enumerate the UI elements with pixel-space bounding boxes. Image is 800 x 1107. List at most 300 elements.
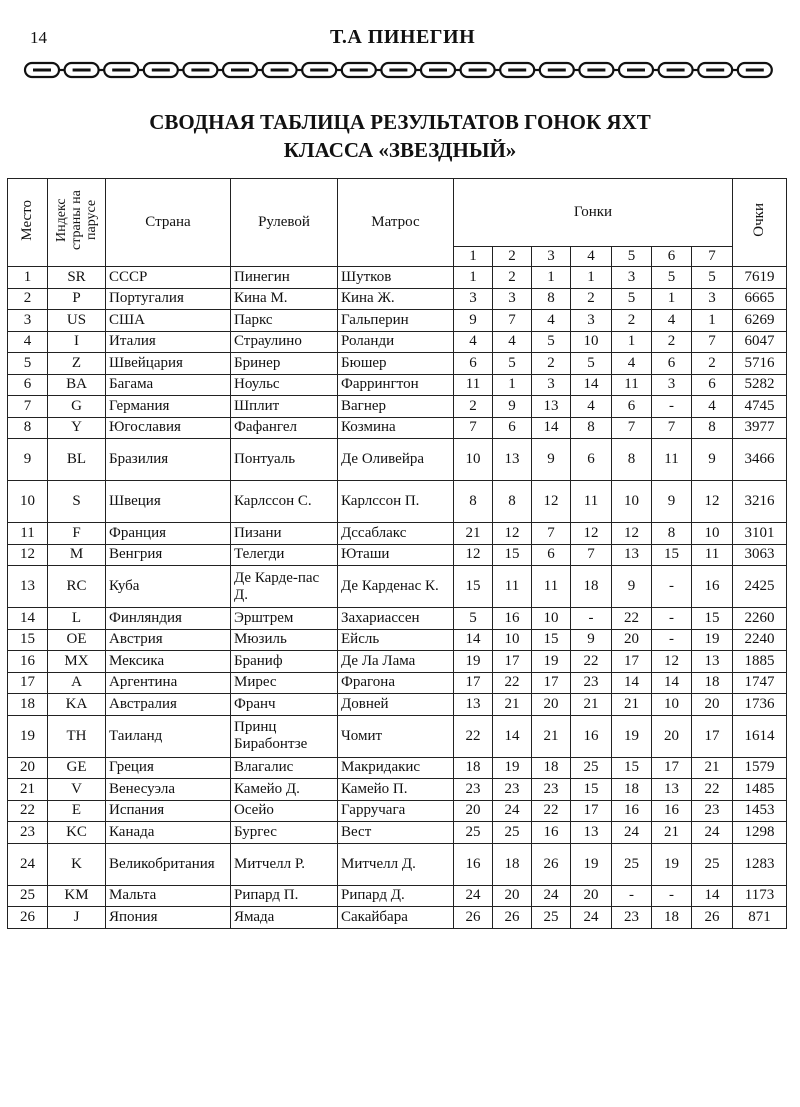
race-result-cell: 24	[571, 907, 612, 929]
table-row	[8, 288, 787, 310]
crew-cell: Митчелл Д.	[338, 843, 454, 885]
race-result-cell: 12	[493, 523, 532, 545]
race-result-cell: 23	[493, 779, 532, 801]
points-cell: 1736	[733, 694, 787, 716]
helmsman-cell: Франч	[231, 694, 338, 716]
race-result-cell: 16	[571, 715, 612, 757]
race-result-cell: 18	[532, 757, 571, 779]
race-result-cell: 10	[652, 694, 692, 716]
index-cell: M	[48, 544, 106, 566]
race-result-cell: 4	[612, 353, 652, 375]
race-result-cell: 23	[454, 779, 493, 801]
place-cell: 10	[8, 481, 48, 523]
crew-cell: Рипард Д.	[338, 885, 454, 907]
race-result-cell: 5	[454, 608, 493, 630]
points-cell: 5282	[733, 374, 787, 396]
country-cell: Таиланд	[106, 715, 231, 757]
index-cell: US	[48, 310, 106, 332]
race-result-cell: 23	[612, 907, 652, 929]
country-cell: США	[106, 310, 231, 332]
country-cell: Португалия	[106, 288, 231, 310]
points-cell: 2240	[733, 629, 787, 651]
race-result-cell: 14	[454, 629, 493, 651]
points-cell: 1485	[733, 779, 787, 801]
race-result-cell: 20	[652, 715, 692, 757]
table-row	[8, 481, 787, 523]
table-row	[8, 907, 787, 929]
index-cell: MX	[48, 651, 106, 673]
country-cell: Италия	[106, 331, 231, 353]
race-result-cell: -	[652, 885, 692, 907]
race-result-cell: 18	[652, 907, 692, 929]
index-cell: J	[48, 907, 106, 929]
race-result-cell: 13	[612, 544, 652, 566]
crew-cell: Де Ла Лама	[338, 651, 454, 673]
race-result-cell: 15	[532, 629, 571, 651]
race-result-cell: 8	[692, 417, 733, 439]
race-result-cell: 2	[532, 353, 571, 375]
table-title-line2: КЛАССА «ЗВЕЗДНЫЙ»	[283, 138, 517, 162]
helmsman-cell: Осейо	[231, 800, 338, 822]
race-result-cell: 1	[692, 310, 733, 332]
index-cell: TH	[48, 715, 106, 757]
race-result-cell: 21	[532, 715, 571, 757]
race-result-cell: 17	[493, 651, 532, 673]
country-cell: Финляндия	[106, 608, 231, 630]
race-result-cell: 25	[532, 907, 571, 929]
header-country: Страна	[106, 179, 231, 267]
crew-cell: Роланди	[338, 331, 454, 353]
points-cell: 1614	[733, 715, 787, 757]
race-result-cell: 11	[454, 374, 493, 396]
country-cell: Венгрия	[106, 544, 231, 566]
race-result-cell: 7	[532, 523, 571, 545]
race-result-cell: 7	[652, 417, 692, 439]
place-cell: 14	[8, 608, 48, 630]
points-cell: 3466	[733, 439, 787, 481]
race-result-cell: 2	[652, 331, 692, 353]
race-result-cell: 25	[692, 843, 733, 885]
race-result-cell: 17	[532, 672, 571, 694]
table-row	[8, 629, 787, 651]
table-row	[8, 439, 787, 481]
points-cell: 4745	[733, 396, 787, 418]
crew-cell: Вест	[338, 822, 454, 844]
index-cell: GE	[48, 757, 106, 779]
race-result-cell: 9	[493, 396, 532, 418]
race-result-cell: 5	[692, 267, 733, 289]
place-cell: 4	[8, 331, 48, 353]
race-result-cell: -	[612, 885, 652, 907]
race-result-cell: 9	[532, 439, 571, 481]
table-row	[8, 694, 787, 716]
race-result-cell: 3	[532, 374, 571, 396]
race-result-cell: 10	[493, 629, 532, 651]
table-row	[8, 779, 787, 801]
helmsman-cell: Камейо Д.	[231, 779, 338, 801]
race-result-cell: 14	[692, 885, 733, 907]
points-cell: 1283	[733, 843, 787, 885]
race-result-cell: 22	[493, 672, 532, 694]
race-result-cell: 18	[454, 757, 493, 779]
race-result-cell: 11	[692, 544, 733, 566]
index-cell: OE	[48, 629, 106, 651]
index-cell: Y	[48, 417, 106, 439]
crew-cell: Захариассен	[338, 608, 454, 630]
place-cell: 7	[8, 396, 48, 418]
race-result-cell: 25	[493, 822, 532, 844]
place-cell: 9	[8, 439, 48, 481]
race-result-cell: 12	[532, 481, 571, 523]
race-result-cell: 16	[692, 566, 733, 608]
table-row	[8, 822, 787, 844]
results-table	[7, 178, 787, 929]
race-result-cell: 6	[571, 439, 612, 481]
race-result-cell: 12	[652, 651, 692, 673]
race-result-cell: 20	[571, 885, 612, 907]
race-result-cell: 5	[493, 353, 532, 375]
points-cell: 1885	[733, 651, 787, 673]
country-cell: Швеция	[106, 481, 231, 523]
race-result-cell: 17	[692, 715, 733, 757]
helmsman-cell: Фафангел	[231, 417, 338, 439]
race-result-cell: 3	[493, 288, 532, 310]
race-number: 6	[652, 247, 692, 267]
race-result-cell: 12	[612, 523, 652, 545]
crew-cell: Фаррингтон	[338, 374, 454, 396]
race-result-cell: 18	[571, 566, 612, 608]
race-result-cell: 21	[571, 694, 612, 716]
country-cell: Германия	[106, 396, 231, 418]
race-result-cell: 6	[454, 353, 493, 375]
table-row	[8, 353, 787, 375]
race-result-cell: 9	[571, 629, 612, 651]
country-cell: Мексика	[106, 651, 231, 673]
place-cell: 1	[8, 267, 48, 289]
race-result-cell: 3	[612, 267, 652, 289]
race-result-cell: 19	[612, 715, 652, 757]
table-row	[8, 267, 787, 289]
race-result-cell: 26	[493, 907, 532, 929]
country-cell: Венесуэла	[106, 779, 231, 801]
race-result-cell: 19	[493, 757, 532, 779]
helmsman-cell: Пизани	[231, 523, 338, 545]
race-result-cell: 2	[692, 353, 733, 375]
crew-cell: Чомит	[338, 715, 454, 757]
race-result-cell: 2	[454, 396, 493, 418]
points-cell: 3977	[733, 417, 787, 439]
race-result-cell: 17	[454, 672, 493, 694]
helmsman-cell: Браниф	[231, 651, 338, 673]
helmsman-cell: Митчелл Р.	[231, 843, 338, 885]
helmsman-cell: Шплит	[231, 396, 338, 418]
points-cell: 1298	[733, 822, 787, 844]
place-cell: 22	[8, 800, 48, 822]
points-cell: 5716	[733, 353, 787, 375]
race-result-cell: 12	[571, 523, 612, 545]
race-result-cell: 13	[571, 822, 612, 844]
place-cell: 21	[8, 779, 48, 801]
country-cell: Швейцария	[106, 353, 231, 375]
country-cell: Великобритания	[106, 843, 231, 885]
race-result-cell: 25	[454, 822, 493, 844]
place-cell: 2	[8, 288, 48, 310]
crew-cell: Гарручага	[338, 800, 454, 822]
index-cell: KA	[48, 694, 106, 716]
country-cell: Канада	[106, 822, 231, 844]
points-cell: 2260	[733, 608, 787, 630]
crew-cell: Козмина	[338, 417, 454, 439]
race-result-cell: 20	[612, 629, 652, 651]
points-cell: 3063	[733, 544, 787, 566]
crew-cell: Де Оливейра	[338, 439, 454, 481]
index-cell: KC	[48, 822, 106, 844]
race-result-cell: 17	[652, 757, 692, 779]
race-result-cell: 22	[571, 651, 612, 673]
race-result-cell: 1	[571, 267, 612, 289]
helmsman-cell: Страулино	[231, 331, 338, 353]
country-cell: Испания	[106, 800, 231, 822]
race-result-cell: 8	[571, 417, 612, 439]
race-result-cell: 13	[652, 779, 692, 801]
race-result-cell: 22	[692, 779, 733, 801]
race-result-cell: -	[571, 608, 612, 630]
table-row	[8, 374, 787, 396]
helmsman-cell: Влагалис	[231, 757, 338, 779]
race-result-cell: 6	[493, 417, 532, 439]
race-result-cell: 24	[692, 822, 733, 844]
table-row	[8, 843, 787, 885]
race-result-cell: 6	[532, 544, 571, 566]
race-result-cell: 1	[493, 374, 532, 396]
race-result-cell: 24	[532, 885, 571, 907]
race-result-cell: 2	[571, 288, 612, 310]
crew-cell: Камейо П.	[338, 779, 454, 801]
table-row	[8, 331, 787, 353]
race-result-cell: 1	[532, 267, 571, 289]
race-result-cell: 14	[493, 715, 532, 757]
crew-cell: Карлссон П.	[338, 481, 454, 523]
table-row	[8, 566, 787, 608]
race-result-cell: 2	[493, 267, 532, 289]
crew-cell: Шутков	[338, 267, 454, 289]
race-result-cell: 4	[454, 331, 493, 353]
race-number: 2	[493, 247, 532, 267]
header-index: Индекс страны на парусе	[48, 179, 106, 267]
helmsman-cell: Эрштрем	[231, 608, 338, 630]
index-cell: Z	[48, 353, 106, 375]
race-result-cell: 16	[454, 843, 493, 885]
race-result-cell: 20	[692, 694, 733, 716]
header-points: Очки	[733, 179, 787, 267]
race-result-cell: 14	[612, 672, 652, 694]
index-cell: P	[48, 288, 106, 310]
table-row	[8, 757, 787, 779]
index-cell: RC	[48, 566, 106, 608]
points-cell: 6269	[733, 310, 787, 332]
race-result-cell: 8	[454, 481, 493, 523]
points-cell: 7619	[733, 267, 787, 289]
race-result-cell: 1	[612, 331, 652, 353]
points-cell: 1747	[733, 672, 787, 694]
index-cell: I	[48, 331, 106, 353]
race-result-cell: 10	[532, 608, 571, 630]
place-cell: 18	[8, 694, 48, 716]
race-result-cell: 4	[652, 310, 692, 332]
index-cell: KM	[48, 885, 106, 907]
table-row	[8, 672, 787, 694]
helmsman-cell: Ямада	[231, 907, 338, 929]
index-cell: L	[48, 608, 106, 630]
race-result-cell: 19	[692, 629, 733, 651]
race-result-cell: 7	[493, 310, 532, 332]
race-number: 3	[532, 247, 571, 267]
race-result-cell: 3	[454, 288, 493, 310]
race-result-cell: 21	[493, 694, 532, 716]
race-result-cell: 11	[493, 566, 532, 608]
race-result-cell: 3	[692, 288, 733, 310]
header-place: Место	[8, 179, 48, 267]
place-cell: 24	[8, 843, 48, 885]
race-result-cell: 7	[571, 544, 612, 566]
race-result-cell: 21	[692, 757, 733, 779]
race-result-cell: 4	[532, 310, 571, 332]
crew-cell: Довней	[338, 694, 454, 716]
helmsman-cell: Де Карде-пас Д.	[231, 566, 338, 608]
index-cell: S	[48, 481, 106, 523]
race-result-cell: 7	[692, 331, 733, 353]
race-result-cell: 10	[454, 439, 493, 481]
table-row	[8, 417, 787, 439]
helmsman-cell: Карлссон С.	[231, 481, 338, 523]
place-cell: 8	[8, 417, 48, 439]
race-result-cell: 5	[652, 267, 692, 289]
crew-cell: Де Карденас К.	[338, 566, 454, 608]
race-result-cell: 13	[532, 396, 571, 418]
place-cell: 19	[8, 715, 48, 757]
table-title-line1: СВОДНАЯ ТАБЛИЦА РЕЗУЛЬТАТОВ ГОНОК ЯХТ	[149, 110, 651, 134]
race-result-cell: 20	[493, 885, 532, 907]
crew-cell: Гальперин	[338, 310, 454, 332]
race-result-cell: 24	[612, 822, 652, 844]
points-cell: 1453	[733, 800, 787, 822]
page-number: 14	[30, 28, 47, 47]
race-result-cell: -	[652, 629, 692, 651]
helmsman-cell: Рипард П.	[231, 885, 338, 907]
country-cell: Югославия	[106, 417, 231, 439]
race-result-cell: 17	[612, 651, 652, 673]
race-number: 1	[454, 247, 493, 267]
race-result-cell: 8	[652, 523, 692, 545]
race-result-cell: 20	[454, 800, 493, 822]
race-result-cell: 9	[692, 439, 733, 481]
race-result-cell: 11	[652, 439, 692, 481]
race-result-cell: 18	[692, 672, 733, 694]
country-cell: СССР	[106, 267, 231, 289]
race-result-cell: 6	[652, 353, 692, 375]
race-result-cell: 11	[532, 566, 571, 608]
header-helmsman: Рулевой	[231, 179, 338, 267]
table-row	[8, 651, 787, 673]
place-cell: 17	[8, 672, 48, 694]
race-result-cell: 1	[454, 267, 493, 289]
race-result-cell: 21	[652, 822, 692, 844]
race-result-cell: 11	[612, 374, 652, 396]
race-number: 5	[612, 247, 652, 267]
helmsman-cell: Ноульс	[231, 374, 338, 396]
race-result-cell: 9	[612, 566, 652, 608]
place-cell: 12	[8, 544, 48, 566]
race-result-cell: 24	[454, 885, 493, 907]
helmsman-cell: Пинегин	[231, 267, 338, 289]
race-result-cell: 11	[571, 481, 612, 523]
race-result-cell: 22	[454, 715, 493, 757]
race-number: 7	[692, 247, 733, 267]
table-row	[8, 800, 787, 822]
race-result-cell: 21	[454, 523, 493, 545]
helmsman-cell: Паркс	[231, 310, 338, 332]
helmsman-cell: Кина М.	[231, 288, 338, 310]
race-result-cell: 12	[454, 544, 493, 566]
points-cell: 3101	[733, 523, 787, 545]
place-cell: 25	[8, 885, 48, 907]
crew-cell: Вагнер	[338, 396, 454, 418]
race-result-cell: 8	[612, 439, 652, 481]
race-result-cell: 5	[612, 288, 652, 310]
race-result-cell: 14	[532, 417, 571, 439]
points-cell: 6047	[733, 331, 787, 353]
race-result-cell: -	[652, 608, 692, 630]
race-result-cell: 21	[612, 694, 652, 716]
index-cell: BL	[48, 439, 106, 481]
race-result-cell: 16	[652, 800, 692, 822]
race-result-cell: 13	[692, 651, 733, 673]
crew-cell: Макридакис	[338, 757, 454, 779]
race-result-cell: 2	[612, 310, 652, 332]
country-cell: Австралия	[106, 694, 231, 716]
country-cell: Япония	[106, 907, 231, 929]
table-row	[8, 396, 787, 418]
race-result-cell: 3	[652, 374, 692, 396]
index-cell: G	[48, 396, 106, 418]
place-cell: 11	[8, 523, 48, 545]
crew-cell: Кина Ж.	[338, 288, 454, 310]
place-cell: 3	[8, 310, 48, 332]
table-row	[8, 310, 787, 332]
table-row	[8, 544, 787, 566]
place-cell: 13	[8, 566, 48, 608]
race-result-cell: 14	[571, 374, 612, 396]
race-result-cell: 5	[571, 353, 612, 375]
race-result-cell: 6	[692, 374, 733, 396]
race-result-cell: 13	[493, 439, 532, 481]
race-result-cell: 5	[532, 331, 571, 353]
race-result-cell: 9	[454, 310, 493, 332]
race-result-cell: 23	[571, 672, 612, 694]
helmsman-cell: Понтуаль	[231, 439, 338, 481]
country-cell: Аргентина	[106, 672, 231, 694]
index-cell: SR	[48, 267, 106, 289]
race-result-cell: 26	[532, 843, 571, 885]
crew-cell: Дссаблакс	[338, 523, 454, 545]
race-result-cell: 10	[612, 481, 652, 523]
header-crew: Матрос	[338, 179, 454, 267]
race-result-cell: 15	[493, 544, 532, 566]
race-result-cell: 16	[532, 822, 571, 844]
race-result-cell: 7	[612, 417, 652, 439]
race-result-cell: 18	[612, 779, 652, 801]
place-cell: 26	[8, 907, 48, 929]
